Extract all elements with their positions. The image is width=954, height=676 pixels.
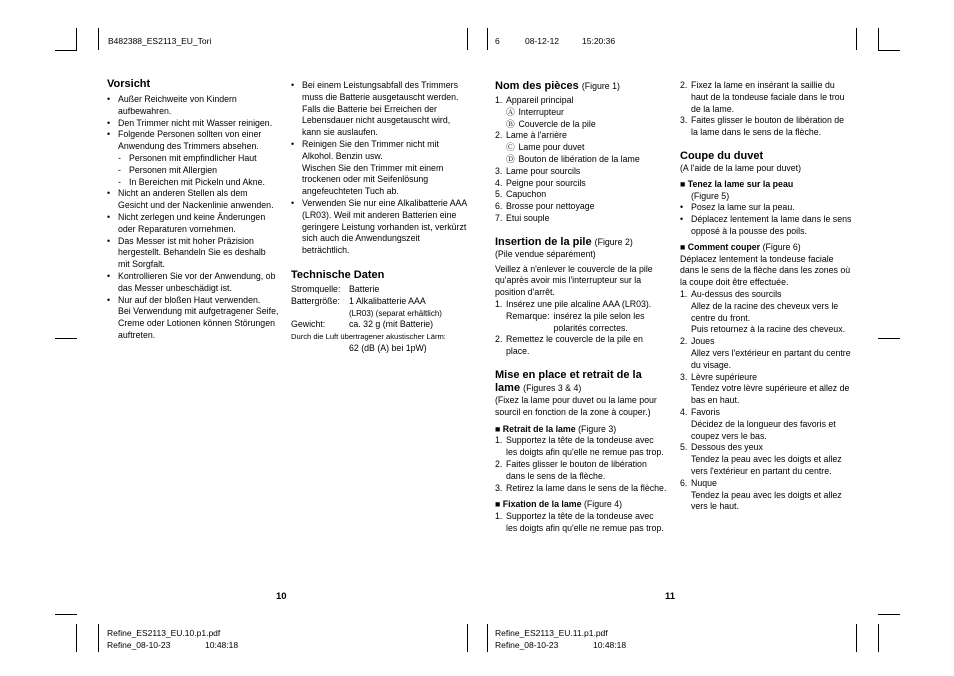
step: 3. Retirez la lame dans le sens de la flèche. (495, 482, 667, 493)
footer-date-left: Refine_08-10-23 (107, 640, 171, 650)
step: 3. Faites glisser le bouton de libération de la lame dans le sens de la flèche. (680, 115, 845, 138)
header-page: 6 (495, 36, 500, 46)
step: 1. Supportez la tête de la tondeuse avec les doigts afin qu'elle ne remue pas trop. (495, 511, 664, 533)
sub-item: - In Bereichen mit Pickeln und Akne. (118, 176, 265, 187)
column-batterie (291, 80, 467, 355)
insertion-subtitle: (Pile vendue séparément) (495, 248, 596, 259)
comment-paragraph: Déplacez lentement la tondeuse faciale dans le sens de la flèche dans les zones où la coupe doit être effectuée. (680, 253, 851, 288)
section-title-insertion: Insertion de la pile (Figure 2) (495, 235, 633, 248)
list-item: • Den Trimmer nicht mit Wasser reinigen. (107, 118, 279, 130)
list-item: • Nur auf der bloßen Haut verwenden. Bei Verwendung mit aufgetragener Seife, Creme oder Lotionen können Störungen auftreten. (107, 295, 279, 342)
section-title-mise-en-place: Mise en place et retrait de la lame (Figures 3 & 4) (495, 368, 642, 394)
footer-date-right: Refine_08-10-23 (495, 640, 559, 650)
step: 2. Remettez le couvercle de la pile en place. (495, 334, 643, 357)
column-vorsicht (107, 78, 279, 342)
sub-item: - Personen mit Allergien (118, 164, 218, 175)
column-coupe (680, 80, 852, 513)
subsection-comment-couper: ■ Comment couper (Figure 6) (680, 241, 801, 252)
page-number-right: 11 (665, 591, 676, 602)
list-item: • Kontrollieren Sie vor der Anwendung, ob das Messer unbeschädigt ist. (107, 271, 279, 295)
tenez-figure: (Figure 5) (691, 190, 730, 201)
list-item: • Das Messer ist mit hoher Präzision hergestellt. Behandeln Sie es deshalb mit Sorgfalt. (107, 236, 279, 271)
sub-item: - Personen mit empfindlicher Haut (118, 152, 257, 163)
step: 2. Faites glisser le bouton de libération dans le sens de la flèche. (495, 458, 647, 481)
list-item: • Verwenden Sie nur eine Alkalibatterie AAA (LR03). Weil mit anderen Batterien eine geringere Leistung vorhanden ist, verkürzt sich auch die Anwendungszeit beträchtlich. (291, 198, 467, 257)
zone-list: 1. Au-dessus des sourcils Allez de la racine des cheveux vers le centre du front. Puis retournez à la racine des cheveux. 2. Joues Allez vers l'extérieur en partant du centre du visage. 3. Lèvre supérieure Tendez votre lèvre supérieure et allez de bas en haut. 4. Favoris Décidez de la longueur des favoris et coupez vers le bas. 5. Dessous des yeux Tendez la peau avec les doigts et allez vers l'extérieur en partant du centre. 6. Nuque Tendez la peau avec les doigts et allez vers le haut. (680, 288, 851, 512)
list-item: • Reinigen Sie den Trimmer nicht mit Alkohol. Benzin usw. Wischen Sie den Trimmer mit einem trockenen oder mit Seifenlösung angefeuchteten Tuch ab. (291, 139, 467, 198)
noise-label: Durch die Luft übertragener akustischer Lärm: (291, 332, 446, 342)
noise-value: 62 (dB (A) bei 1pW) (349, 342, 427, 353)
mise-paragraph: (Fixez la lame pour duvet ou la lame pour sourcil en fonction de la zone à couper.) (495, 394, 657, 417)
remark: Remarque: insérez la pile selon les polarités correctes. (506, 310, 645, 333)
section-title-technische-daten: Technische Daten (291, 268, 385, 281)
footer-file-right: Refine_ES2113_EU.11.p1.pdf (495, 628, 608, 638)
list-item: • Außer Reichweite von Kindern aufbewahren. (107, 94, 279, 118)
parts-list: 1. Appareil principal Ⓐ Interrupteur Ⓑ Couvercle de la pile 2. Lame à l'arrière Ⓒ Lame pour duvet Ⓓ Bouton de libération de la lame 3. Lame pour sourcils 4. Peigne pour sourcils 5. Capuchon 6. Brosse pour nettoyage 7. Etui souple (495, 95, 640, 223)
subsection-retrait: ■ Retrait de la lame (Figure 3) (495, 423, 617, 434)
list-item: • Nicht zerlegen und keine Änderungen oder Reparaturen vornehmen. (107, 212, 279, 236)
header-date: 08-12-12 (525, 36, 560, 46)
header-time: 15:20:36 (582, 36, 616, 46)
insertion-paragraph: Veillez à n'enlever le couvercle de la pile qu'après avoir mis l'interrupteur sur la position d'arrêt. (495, 263, 653, 298)
list-item: • Nicht an anderen Stellen als dem Gesicht und der Nackenlinie anwenden. (107, 188, 279, 212)
coupe-subtitle: (A l'aide de la lame pour duvet) (680, 162, 801, 173)
step: 2. Fixez la lame en insérant la saillie du haut de la tondeuse faciale dans le trou de la lame. (680, 80, 845, 114)
page-number-left: 10 (276, 591, 287, 602)
column-nom-des-pieces (495, 80, 667, 535)
list-item: • Bei einem Leistungsabfall des Trimmers muss die Batterie ausgetauscht werden. Falls die Batterie bei Erreichen der Lebensdauer nicht ausgetauscht wird, kann sie auslaufen. (291, 80, 467, 139)
list-item: • Folgende Personen sollten von einer Anwendung des Trimmers absehen. - Personen mit empfindlicher Haut - Personen mit Allergien - In Bereichen mit Pickeln und Akne. (107, 129, 279, 188)
subsection-fixation: ■ Fixation de la lame (Figure 4) (495, 499, 623, 510)
footer-time-left: 10:48:18 (205, 640, 239, 650)
step: 1. Insérez une pile alcaline AAA (LR03). (495, 298, 652, 309)
list-item: • Posez la lame sur la peau. (680, 202, 852, 214)
section-title-vorsicht: Vorsicht (107, 78, 151, 90)
header-file: B482388_ES2113_EU_Tori (108, 36, 212, 46)
subsection-tenez: ■ Tenez la lame sur la peau (680, 178, 794, 189)
footer-time-right: 10:48:18 (593, 640, 627, 650)
list-item: • Déplacez lentement la lame dans le sens opposé à la pousse des poils. (680, 214, 852, 238)
footer-file-left: Refine_ES2113_EU.10.p1.pdf (107, 628, 221, 638)
section-title-coupe-du-duvet: Coupe du duvet (680, 149, 764, 162)
tech-specs-table: Stromquelle: Batterie Battergröße: 1 Alkalibatterie AAA (LR03) (separat erhältlich) Gewicht: ca. 32 g (mit Batterie) (291, 283, 442, 330)
step: 1. Supportez la tête de la tondeuse avec les doigts afin qu'elle ne remue pas trop. (495, 435, 664, 458)
section-title-nom-des-pieces: Nom des pièces (Figure 1) (495, 80, 620, 92)
